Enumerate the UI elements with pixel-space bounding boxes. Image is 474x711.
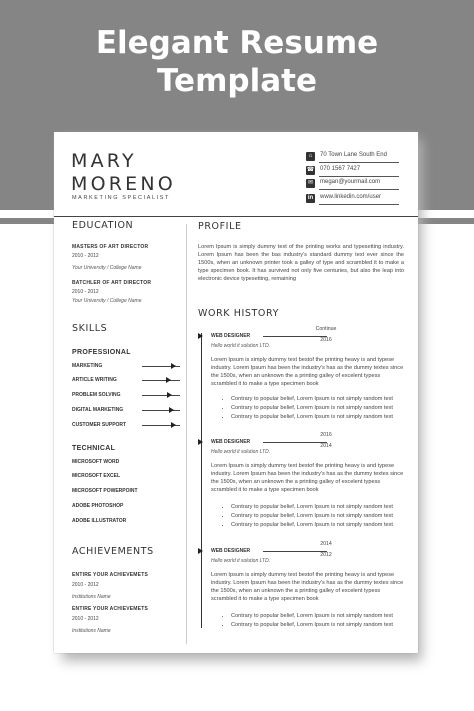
job-date-end: 2014 <box>320 541 332 547</box>
skill-level-marker <box>171 422 176 428</box>
professional-heading: PROFESSIONAL <box>72 349 131 356</box>
job-bullets <box>221 612 411 630</box>
mail-icon: ✉ <box>307 180 314 186</box>
job-description: Lorem Ipsum is simply dummy text bestof the printing heavy is and typese industry. Lorem Ipsum has been the industry's has as the dummy textes since the 1500s, when an unknown the a printing galley of excelent typess scrambled it to make a type specimen book <box>211 357 404 387</box>
skill-level-marker <box>171 363 176 369</box>
skill-bar <box>142 380 180 381</box>
contact-email <box>306 178 398 191</box>
timeline-arrow <box>198 548 203 554</box>
job-bullet: • Contrary to popular belief, Lorem Ipsum is not simply random text <box>231 621 411 630</box>
skill-level-marker <box>167 392 172 398</box>
skill-row <box>72 392 182 400</box>
first-name: MARY <box>71 150 137 172</box>
job-description: Lorem Ipsum is simply dummy text bestof the printing heavy is and typese industry. Lorem Ipsum has been the industry's has as the dummy textes since the 1500s, when an unknown the a printing galley of excelent typess scrambled it to make a type specimen book <box>211 572 404 602</box>
skill-bar <box>142 410 180 411</box>
job-company: Hello world it solution LTD. <box>211 343 271 349</box>
home-icon: ⌂ <box>306 152 315 161</box>
job-date-end: Continue <box>315 326 337 332</box>
contact-text: 70 Town Lane South End <box>320 152 387 158</box>
technical-skill: MICROSOFT WORD <box>72 459 120 465</box>
job-description: Lorem Ipsum is simply dummy text bestof the printing heavy is and typese industry. Lorem Ipsum has been the industry's has as the dummy textes since the 1500s, when an unknown the a printing galley of excelent typess scrambled it to make a type specimen book <box>211 463 404 493</box>
job-date-start: 2012 <box>320 552 332 558</box>
column-divider <box>186 224 187 644</box>
technical-heading: TECHNICAL <box>72 445 116 452</box>
contact-underline <box>319 204 399 205</box>
skill-label: MARKETING <box>72 363 103 369</box>
contact-underline <box>319 162 399 163</box>
resume-page <box>54 132 418 653</box>
timeline-arrow <box>198 333 203 339</box>
technical-skill: MICROSOFT EXCEL <box>72 473 121 479</box>
job-bullet: • Contrary to popular belief, Lorem Ipsum is not simply random text <box>231 612 411 621</box>
skill-level-marker <box>169 407 174 413</box>
job-bullet: • Contrary to popular belief, Lorem Ipsum is not simply random text <box>231 503 411 512</box>
technical-skill: ADOBE ILLUSTRATOR <box>72 518 127 524</box>
timeline-arrow <box>198 439 203 445</box>
job-bullet: • Contrary to popular belief, Lorem Ipsum is not simply random text <box>231 521 411 530</box>
contact-text: megan@yourmail.com <box>320 179 381 185</box>
work-timeline <box>201 333 202 628</box>
job-title: WEB DESIGNER <box>211 548 251 554</box>
job-role: MARKETING SPECIALIST <box>72 195 171 201</box>
skill-level-marker <box>166 377 171 383</box>
education-school: Your University / College Name <box>72 265 142 271</box>
last-name: MORENO <box>71 173 176 195</box>
job-bullets <box>221 503 411 530</box>
job-title: WEB DESIGNER <box>211 439 251 445</box>
job-company: Hello world it solution LTD. <box>211 558 271 564</box>
job-title: WEB DESIGNER <box>211 333 251 339</box>
achievement-dates: 2010 - 2012 <box>72 616 99 622</box>
phone-icon: ☎ <box>306 167 315 173</box>
skill-row <box>72 377 182 385</box>
contact-linkedin <box>306 193 398 206</box>
linkedin-icon: in <box>307 195 314 201</box>
education-title: BATCHLER OF ART DIRECTOR <box>72 280 152 286</box>
achievements-heading: ACHIEVEMENTS <box>72 546 154 557</box>
job-bullets <box>221 395 411 422</box>
skill-bar <box>142 395 180 396</box>
job-entry <box>211 326 404 433</box>
skill-row <box>72 407 182 415</box>
achievement-title: ENTIRE YOUR ACHIEVEMETS <box>72 572 148 578</box>
education-dates: 2010 - 2012 <box>72 253 99 259</box>
skill-row <box>72 363 182 371</box>
education-title: MASTERS OF ART DIRECTOR <box>72 244 149 250</box>
header-divider <box>54 216 418 217</box>
skill-label: PROBLEM SOLVING <box>72 392 121 398</box>
job-bullet: • Contrary to popular belief, Lorem Ipsum is not simply random text <box>231 413 411 422</box>
achievement-dates: 2010 - 2012 <box>72 582 99 588</box>
contact-text: 070 1567 7427 <box>320 166 361 172</box>
contact-underline <box>319 176 399 177</box>
job-company: Hello world it solution LTD. <box>211 449 271 455</box>
achievement-institution: Institutions Name <box>72 628 111 634</box>
job-entry <box>211 432 404 539</box>
banner-title-line1: Elegant Resume <box>95 25 379 61</box>
education-heading: EDUCATION <box>72 220 134 231</box>
work-history-heading: WORK HISTORY <box>198 308 279 319</box>
contact-address <box>306 151 398 164</box>
job-date-start: 2016 <box>320 337 332 343</box>
skill-label: ARTICLE WRITING <box>72 377 117 383</box>
education-school: Your University / College Name <box>72 298 142 304</box>
job-date-end: 2016 <box>320 432 332 438</box>
contact-underline <box>319 189 399 190</box>
technical-skill: MICROSOFT POWERPOINT <box>72 488 138 494</box>
banner-title-line2: Template <box>157 63 317 99</box>
job-entry <box>211 541 404 638</box>
achievement-title: ENTIRE YOUR ACHIEVEMETS <box>72 606 148 612</box>
skills-heading: SKILLS <box>72 323 108 334</box>
contact-text: www.linkedin.com/user <box>320 194 382 200</box>
contact-phone <box>306 165 398 178</box>
achievement-institution: Institutions Name <box>72 594 111 600</box>
technical-skill: ADOBE PHOTOSHOP <box>72 503 124 509</box>
job-bullet: • Contrary to popular belief, Lorem Ipsum is not simply random text <box>231 404 411 413</box>
education-dates: 2010 - 2012 <box>72 289 99 295</box>
skill-label: DIGITAL MARKETING <box>72 407 124 413</box>
job-bullet: • Contrary to popular belief, Lorem Ipsum is not simply random text <box>231 512 411 521</box>
job-bullet: • Contrary to popular belief, Lorem Ipsum is not simply random text <box>231 395 411 404</box>
skill-label: CUSTOMER SUPPORT <box>72 422 127 428</box>
skill-row <box>72 422 182 430</box>
job-date-start: 2014 <box>320 443 332 449</box>
profile-heading: PROFILE <box>198 221 242 232</box>
profile-text: Lorem Ipsum is simply dummy text of the printing works and typesetting industry. Lorem Ipsum has been the bas industry's standard dummy text ever since the 1500s, when an unknown printer took a galley of type and scrambled it to make a type specimen book. It has survived not only five centuries, but also the leap into electronic device typesetting, remaining <box>198 244 404 282</box>
